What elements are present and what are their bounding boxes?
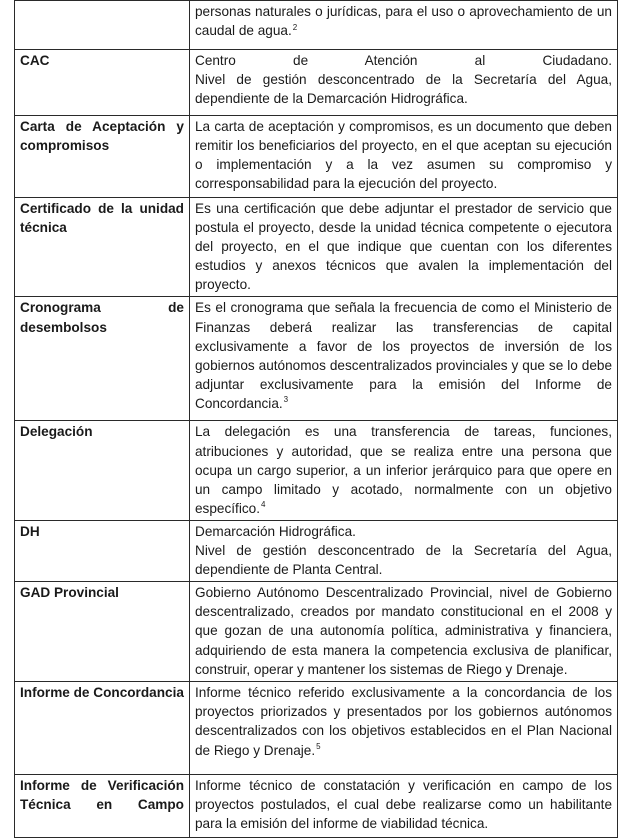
glossary-definition: [190, 582, 618, 682]
definition-paragraph: Informe técnico referido exclusivamente a la concordancia de los proyectos priorizados y presentados por los gobiernos autónomos descentralizados con los objetivos establecidos en el Plan Nacional de Riego y Drenaje.$^5$: [195, 685, 612, 758]
definition-paragraph: Es el cronograma que señala la frecuencia de como el Ministerio de Finanzas deberá realizar las transferencias de capital exclusivamente a favor de los proyectos de inversión de los gobiernos autónomos descentralizados provinciales y que se lo debe adjuntar exclusivamente para la emisión del Informe de Concordancia.$^3$: [195, 300, 612, 411]
glossary-definition: [190, 50, 618, 116]
glossary-term: Carta de Aceptación y compromisos: [15, 116, 190, 198]
definition-paragraph: Nivel de gestión desconcentrado de la Secretaría del Agua, dependiente de la Demarcación Hidrográfica.: [195, 72, 612, 107]
glossary-definition: [190, 198, 618, 297]
footnote-marker: 4: [260, 500, 266, 510]
definition-paragraph: personas naturales o jurídicas, para el uso o aprovechamiento de un caudal de agua.$^2$: [195, 4, 612, 39]
table-row: [15, 520, 618, 581]
definition-paragraph: Informe técnico de constatación y verificación en campo de los proyectos postulados, el cual debe realizarse como un habilitante para la emisión del informe de viabilidad técnica.: [195, 778, 612, 832]
glossary-term: Informe de Concordancia: [15, 682, 190, 775]
definition-paragraph: Es una certificación que debe adjuntar el prestador de servicio que postula el proyecto, desde la unidad técnica competente o ejecutora del proyecto, en el que indique que cuentan con los diferentes estudios y anexos técnicos que avalen la implementación del proyecto.: [195, 201, 612, 293]
table-row: [15, 421, 618, 520]
glossary-definition: [190, 520, 618, 581]
table-row: [15, 198, 618, 297]
glossary-definition: [190, 1, 618, 50]
glossary-definition: [190, 297, 618, 421]
definition-paragraph: Demarcación Hidrográfica.: [195, 523, 356, 539]
footnote-marker: 5: [316, 741, 321, 751]
table-row: [15, 116, 618, 198]
glossary-definition: [190, 116, 618, 198]
table-row: [15, 1, 618, 50]
table-row: [15, 582, 618, 682]
footnote-marker: 2: [292, 22, 298, 32]
table-row: [15, 682, 618, 775]
definition-paragraph: Gobierno Autónomo Descentralizado Provincial, nivel de Gobierno descentralizado, creados por mandato constitucional en el 2008 y que gozan de una autonomía política, administrativa y financiera, adquiriendo de esta manera la competencia exclusiva de planificar, construir, operar y mantener los sistemas de Riego y Drenaje.: [195, 585, 612, 677]
glossary-term: Cronograma de desembolsos: [15, 297, 190, 421]
definition-paragraph: Centro de Atención al Ciudadano.: [195, 53, 612, 68]
definition-paragraph: La delegación es una transferencia de tareas, funciones, atribuciones y autoridad, que se realiza entre una persona que ocupa un cargo superior, a un inferior jerárquico para que opere en un campo limitado y acotado, normalmente con un objetivo específico.$^4$: [195, 424, 612, 516]
glossary-definition: [190, 421, 618, 520]
table-row: [15, 50, 618, 116]
glossary-term: [15, 1, 190, 50]
glossary-term: CAC: [15, 50, 190, 116]
glossary-term: Certificado de la unidad técnica: [15, 198, 190, 297]
document-page: [14, 0, 618, 832]
footnote-marker: 3: [283, 395, 289, 405]
glossary-definition: [190, 682, 618, 775]
glossary-term: Delegación: [15, 421, 190, 520]
glossary-term: DH: [15, 520, 190, 581]
table-row: [15, 297, 618, 421]
glossary-term: Informe de Verificación Técnica en Campo: [15, 775, 190, 838]
definition-paragraph: Nivel de gestión desconcentrado de la Secretaría del Agua, dependiente de Planta Central.: [195, 543, 612, 578]
glossary-table: [14, 0, 618, 838]
glossary-definition: [190, 775, 618, 838]
glossary-term: GAD Provincial: [15, 582, 190, 682]
table-row: [15, 775, 618, 838]
definition-paragraph: La carta de aceptación y compromisos, es un documento que deben remitir los beneficiarios del proyecto, en el que aceptan su ejecución o implementación y a la vez asumen su compromiso y corresponsabilidad para la ejecución del proyecto.: [195, 119, 612, 192]
